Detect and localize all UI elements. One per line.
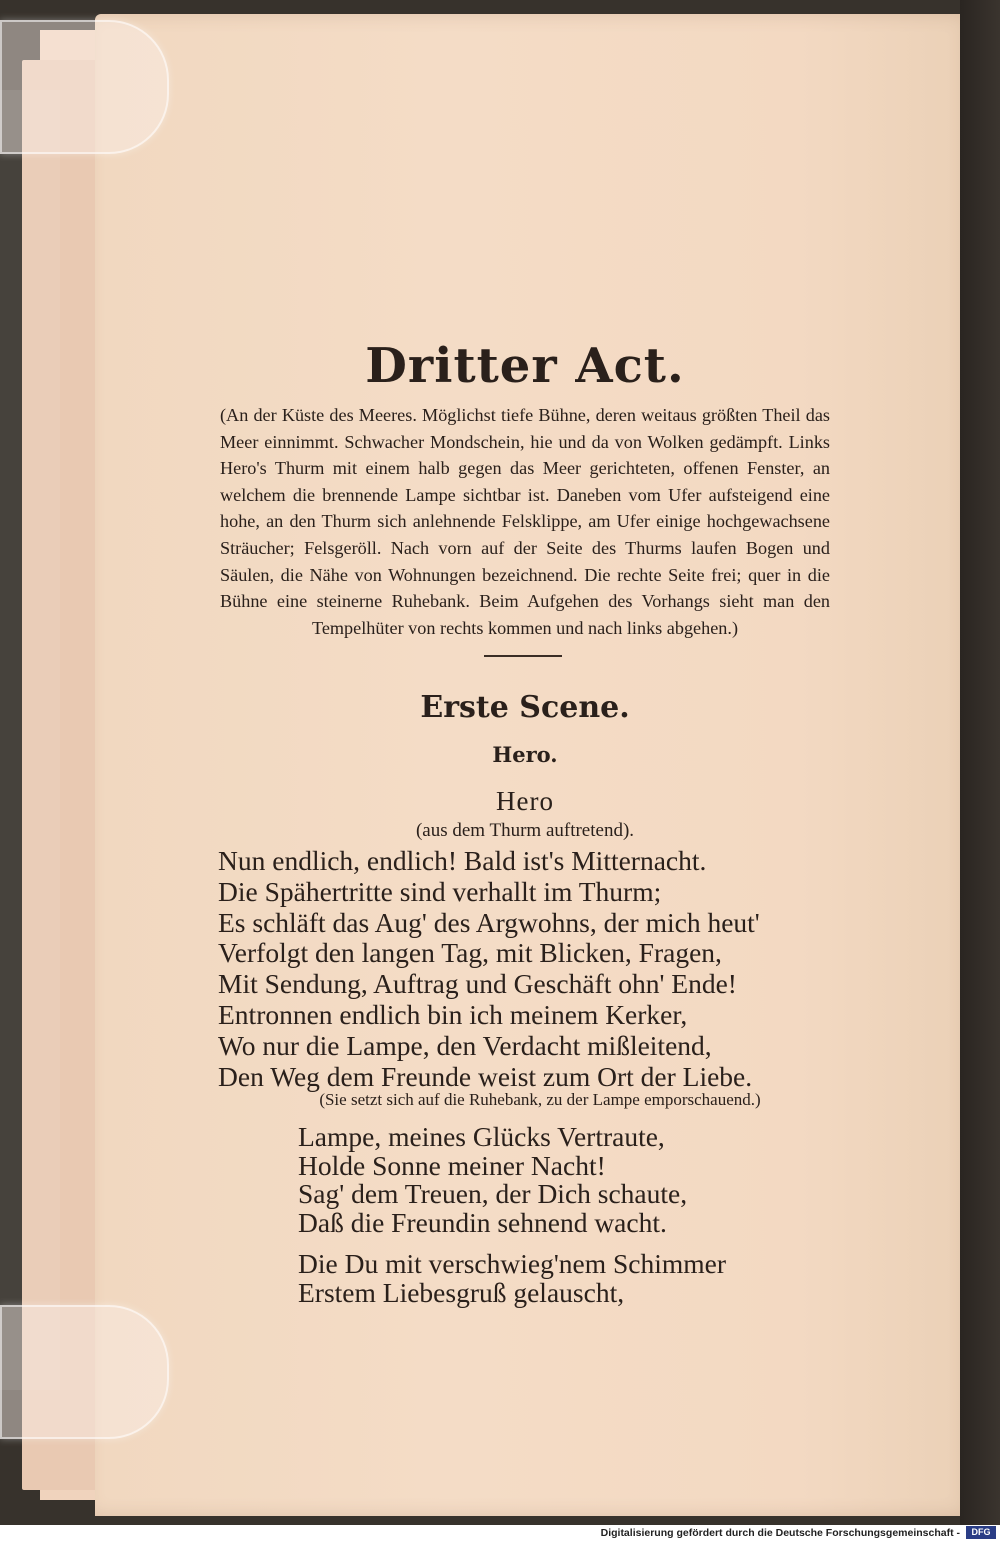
act-title: Dritter Act. [365, 338, 685, 394]
song-stanza-2 [298, 1250, 818, 1307]
section-divider [484, 655, 562, 657]
stanza-line: Sag' dem Treuen, der Dich schaute, [298, 1178, 688, 1209]
stanza-line: Lampe, meines Glücks Vertraute, [298, 1121, 665, 1152]
verse-line: Nun endlich, endlich! Bald ist's Mitternacht. [218, 845, 707, 876]
stanza-line: Die Du mit verschwieg'nem Schimmer [298, 1248, 727, 1279]
stanza-line: Erstem Liebesgruß gelauscht, [298, 1276, 625, 1308]
speaker-direction: (aus dem Thurm auftretend). [415, 820, 635, 841]
scene-title: Erste Scene. [420, 690, 630, 725]
funding-notice: Digitalisierung gefördert durch die Deutsche Forschungsgemeinschaft - [600, 1527, 960, 1539]
speaker-name: Hero [496, 786, 554, 816]
song-stanza-1 [298, 1123, 818, 1237]
verse-line: Entronnen endlich bin ich meinem Kerker, [218, 998, 688, 1030]
scene-persons: Hero. [492, 742, 558, 767]
stanza-line: Holde Sonne meiner Nacht! [298, 1149, 606, 1181]
footer-bar [0, 1525, 1000, 1541]
verse-line: Die Spähertritte sind verhallt im Thurm; [218, 875, 662, 907]
verse-line: Wo nur die Lampe, den Verdacht mißleitend, [218, 1029, 712, 1061]
stanza-line: Daß die Freundin sehnend wacht. [298, 1206, 667, 1238]
dfg-logo: DFG [966, 1526, 996, 1539]
verse-line: Es schläft das Aug' des Argwohns, der mich heut' [218, 906, 760, 938]
stage-direction: (An der Küste des Meeres. Möglichst tiefe Bühne, deren weitaus größten Theil das Meer einnimmt. Schwacher Mondschein, hie und da von Wolken gedämpft. Links Hero's Thurm mit einem halb gegen das Meer gerichteten, offenen Fenster, an welchem die brennende Lampe sichtbar ist. Daneben vom Ufer aufsteigend eine hohe, an den Thurm sich anlehnende Felsklippe, am Ufer einige hochgewachsene Sträucher; Felsgeröll. Nach vorn auf der Seite des Thurms laufen Bogen und Säulen, die Nähe von Wohnungen bezeichnend. Die rechte Seite frei; quer in die Bühne eine steinerne Ruhebank. Beim Aufgehen des Vorhangs sieht man den Tempelhüter von rechts kommen und nach links abgehen.) [220, 405, 830, 638]
verse-line: Verfolgt den langen Tag, mit Blicken, Fragen, [218, 937, 722, 969]
inline-stage-direction: (Sie setzt sich auf die Ruhebank, zu der Lampe emporschauend.) [319, 1090, 761, 1109]
verse-line: Den Weg dem Freunde weist zum Ort der Liebe. [218, 1060, 753, 1092]
verse-line: Mit Sendung, Auftrag und Geschäft ohn' Ende! [218, 968, 737, 1000]
verse-block [218, 846, 848, 1092]
